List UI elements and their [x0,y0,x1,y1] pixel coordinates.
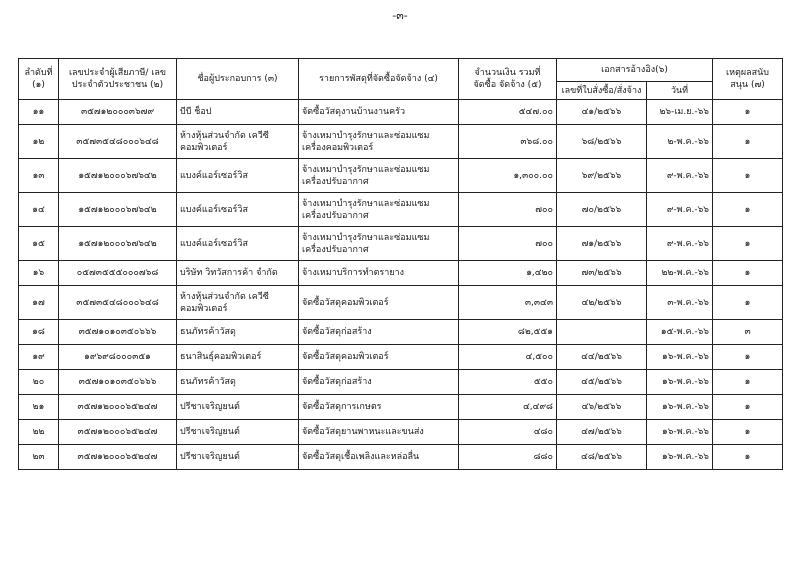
taxid-cell: ๓๕๗๑๐๑๐๓๕๐๖๖๖ [59,370,177,395]
date-cell: ๒๖-เม.ย.-๖๖ [647,100,713,125]
header-ref-date: วันที่ [647,82,713,100]
ref-no-cell: ๔๗/๒๕๖๖ [557,420,647,445]
table-row [19,125,783,159]
date-cell: ๑๖-พ.ค.-๖๖ [647,395,713,420]
vendor-cell: ปรีชาเจริญยนต์ [177,445,299,470]
seq-cell: ๑๗ [19,286,59,320]
vendor-cell: ห้างหุ้นส่วนจำกัด เควีซี คอมพิวเตอร์ [177,286,299,320]
vendor-cell: ธนาสินธุ์คอมพิวเตอร์ [177,345,299,370]
item-cell: จัดซื้อวัสดุคอมพิวเตอร์ [299,345,459,370]
date-cell: ๙-พ.ค.-๖๖ [647,159,713,193]
vendor-cell: บริษัท วิทวัสการค้า จำกัด [177,261,299,286]
item-cell: จัดซื้อวัสดุคอมพิวเตอร์ [299,286,459,320]
reason-cell: ๑ [713,227,783,261]
ref-no-cell: ๗๑/๒๕๖๖ [557,227,647,261]
ref-no-cell: ๖๘/๒๕๖๖ [557,125,647,159]
date-cell: ๒-พ.ค.-๖๖ [647,125,713,159]
vendor-cell: ปรีชาเจริญยนต์ [177,395,299,420]
item-cell: จัดซื้อวัสดุยานพาหนะและขนส่ง [299,420,459,445]
taxid-cell: ๑๕๗๑๒๐๐๐๖๗๖๔๒ [59,159,177,193]
table-row [19,395,783,420]
header-amount: จำนวนเงิน รวมที่ จัดซื้อ จัดจ้าง (๕) [459,59,557,100]
header-taxid: เลขประจำผู้เสียภาษี/ เลข ประจำตัวประชาชน (๒) [59,59,177,100]
ref-no-cell: ๔๕/๒๕๖๖ [557,370,647,395]
amount-cell: ๕๔๗.๐๐ [459,100,557,125]
reason-cell: ๑ [713,370,783,395]
seq-cell: ๑๖ [19,261,59,286]
reason-cell: ๑ [713,261,783,286]
header-reason: เหตุผลสนับ สนุน (๗) [713,59,783,100]
ref-no-cell: ๔๘/๒๕๖๖ [557,445,647,470]
procurement-table [18,58,783,470]
seq-cell: ๑๕ [19,227,59,261]
ref-no-cell: ๔๒/๒๕๖๖ [557,286,647,320]
vendor-cell: แบงค์แอร์เซอร์วิส [177,193,299,227]
taxid-cell: ๓๕๗๑๒๐๐๐๓๖๗๙ [59,100,177,125]
item-cell: จ้างเหมาบำรุงรักษาและซ่อมแซม เครื่องปรับอากาศ [299,193,459,227]
seq-cell: ๑๘ [19,320,59,345]
date-cell: ๒๒-พ.ค.-๖๖ [647,261,713,286]
date-cell: ๑๖-พ.ค.-๖๖ [647,345,713,370]
header-items: รายการพัสดุที่จัดซื้อจัดจ้าง (๔) [299,59,459,100]
item-cell: จัดซื้อวัสดุการเกษตร [299,395,459,420]
reason-cell: ๑ [713,345,783,370]
amount-cell: ๔,๕๐๐ [459,345,557,370]
table-row [19,100,783,125]
reason-cell: ๑ [713,159,783,193]
header-seq: ลำดับที่ (๑) [19,59,59,100]
ref-no-cell: ๖๙/๒๕๖๖ [557,159,647,193]
item-cell: จัดซื้อวัสดุเชื้อเพลิงและหล่อลื่น [299,445,459,470]
item-cell: จัดซื้อวัสดุงานบ้านงานครัว [299,100,459,125]
seq-cell: ๒๐ [19,370,59,395]
date-cell: ๓-พ.ค.-๖๖ [647,286,713,320]
table-row [19,345,783,370]
table-row [19,320,783,345]
reason-cell: ๑ [713,445,783,470]
vendor-cell: ธนภัทรค้าวัสดุ [177,370,299,395]
taxid-cell: ๓๕๗๑๒๐๐๐๖๕๒๔๗ [59,420,177,445]
item-cell: จัดซื้อวัสดุก่อสร้าง [299,320,459,345]
seq-cell: ๒๑ [19,395,59,420]
amount-cell: ๓๖๘.๐๐ [459,125,557,159]
reason-cell: ๑ [713,100,783,125]
reason-cell: ๑ [713,286,783,320]
table-row [19,261,783,286]
reason-cell: ๑ [713,125,783,159]
vendor-cell: ปรีชาเจริญยนต์ [177,420,299,445]
table-row [19,420,783,445]
header-vendor: ชื่อผู้ประกอบการ (๓) [177,59,299,100]
seq-cell: ๒๓ [19,445,59,470]
vendor-cell: บีบี ช็อป [177,100,299,125]
reason-cell: ๑ [713,395,783,420]
ref-no-cell: ๔๖/๒๕๖๖ [557,395,647,420]
ref-no-cell: ๗๓/๒๕๖๖ [557,261,647,286]
ref-no-cell: ๔๑/๒๕๖๖ [557,100,647,125]
taxid-cell: ๓๕๗๓๕๔๘๐๐๐๖๔๘ [59,125,177,159]
ref-no-cell: ๔๔/๒๕๖๖ [557,345,647,370]
taxid-cell: ๐๕๗๓๕๕๕๐๐๐๗๖๘ [59,261,177,286]
amount-cell: ๕๕๐ [459,370,557,395]
vendor-cell: แบงค์แอร์เซอร์วิส [177,159,299,193]
item-cell: จ้างเหมาบำรุงรักษาและซ่อมแซม เครื่องปรับอากาศ [299,159,459,193]
date-cell: ๑๕-พ.ค.-๖๖ [647,320,713,345]
taxid-cell: ๑๙๖๙๘๐๐๐๓๕๑ [59,345,177,370]
table-row [19,445,783,470]
header-refs: เอกสารอ้างอิง(๖) [557,59,713,82]
amount-cell: ๔๘๐ [459,420,557,445]
taxid-cell: ๑๕๗๑๒๐๐๐๖๗๖๔๒ [59,227,177,261]
amount-cell: ๑,๔๒๐ [459,261,557,286]
table-row [19,227,783,261]
table-row [19,159,783,193]
date-cell: ๑๖-พ.ค.-๖๖ [647,445,713,470]
seq-cell: ๑๒ [19,125,59,159]
amount-cell: ๘๒,๕๕๑ [459,320,557,345]
taxid-cell: ๑๕๗๑๒๐๐๐๖๗๖๔๒ [59,193,177,227]
vendor-cell: ห้างหุ้นส่วนจำกัด เควีซี คอมพิวเตอร์ [177,125,299,159]
item-cell: จัดซื้อวัสดุก่อสร้าง [299,370,459,395]
reason-cell: ๓ [713,320,783,345]
seq-cell: ๒๒ [19,420,59,445]
reason-cell: ๑ [713,420,783,445]
table-row [19,370,783,395]
taxid-cell: ๓๕๗๑๒๐๐๐๖๕๒๔๗ [59,395,177,420]
page-number: -๓- [392,9,408,22]
seq-cell: ๑๓ [19,159,59,193]
amount-cell: ๗๐๐ [459,227,557,261]
date-cell: ๙-พ.ค.-๖๖ [647,227,713,261]
header-ref-no: เลขที่ใบสั่งซื้อ/สั่งจ้าง [557,82,647,100]
taxid-cell: ๓๕๗๑๒๐๐๐๖๕๒๔๗ [59,445,177,470]
vendor-cell: ธนภัทรค้าวัสดุ [177,320,299,345]
item-cell: จ้างเหมาบำรุงรักษาและซ่อมแซม เครื่องคอมพิวเตอร์ [299,125,459,159]
amount-cell: ๓,๓๔๓ [459,286,557,320]
reason-cell: ๑ [713,193,783,227]
date-cell: ๑๖-พ.ค.-๖๖ [647,420,713,445]
ref-no-cell: ๗๐/๒๕๖๖ [557,193,647,227]
seq-cell: ๑๑ [19,100,59,125]
vendor-cell: แบงค์แอร์เซอร์วิส [177,227,299,261]
taxid-cell: ๓๕๗๑๐๑๐๓๕๐๖๖๖ [59,320,177,345]
amount-cell: ๘๘๐ [459,445,557,470]
taxid-cell: ๓๕๗๓๕๔๘๐๐๐๖๔๘ [59,286,177,320]
table-row [19,286,783,320]
date-cell: ๑๖-พ.ค.-๖๖ [647,370,713,395]
ref-no-cell [557,320,647,345]
item-cell: จ้างเหมาบำรุงรักษาและซ่อมแซม เครื่องปรับอากาศ [299,227,459,261]
table-row [19,193,783,227]
seq-cell: ๑๔ [19,193,59,227]
amount-cell: ๔,๔๙๘ [459,395,557,420]
date-cell: ๙-พ.ค.-๖๖ [647,193,713,227]
amount-cell: ๑,๓๐๐.๐๐ [459,159,557,193]
item-cell: จ้างเหมาบริการทำตรายาง [299,261,459,286]
seq-cell: ๑๙ [19,345,59,370]
amount-cell: ๗๐๐ [459,193,557,227]
